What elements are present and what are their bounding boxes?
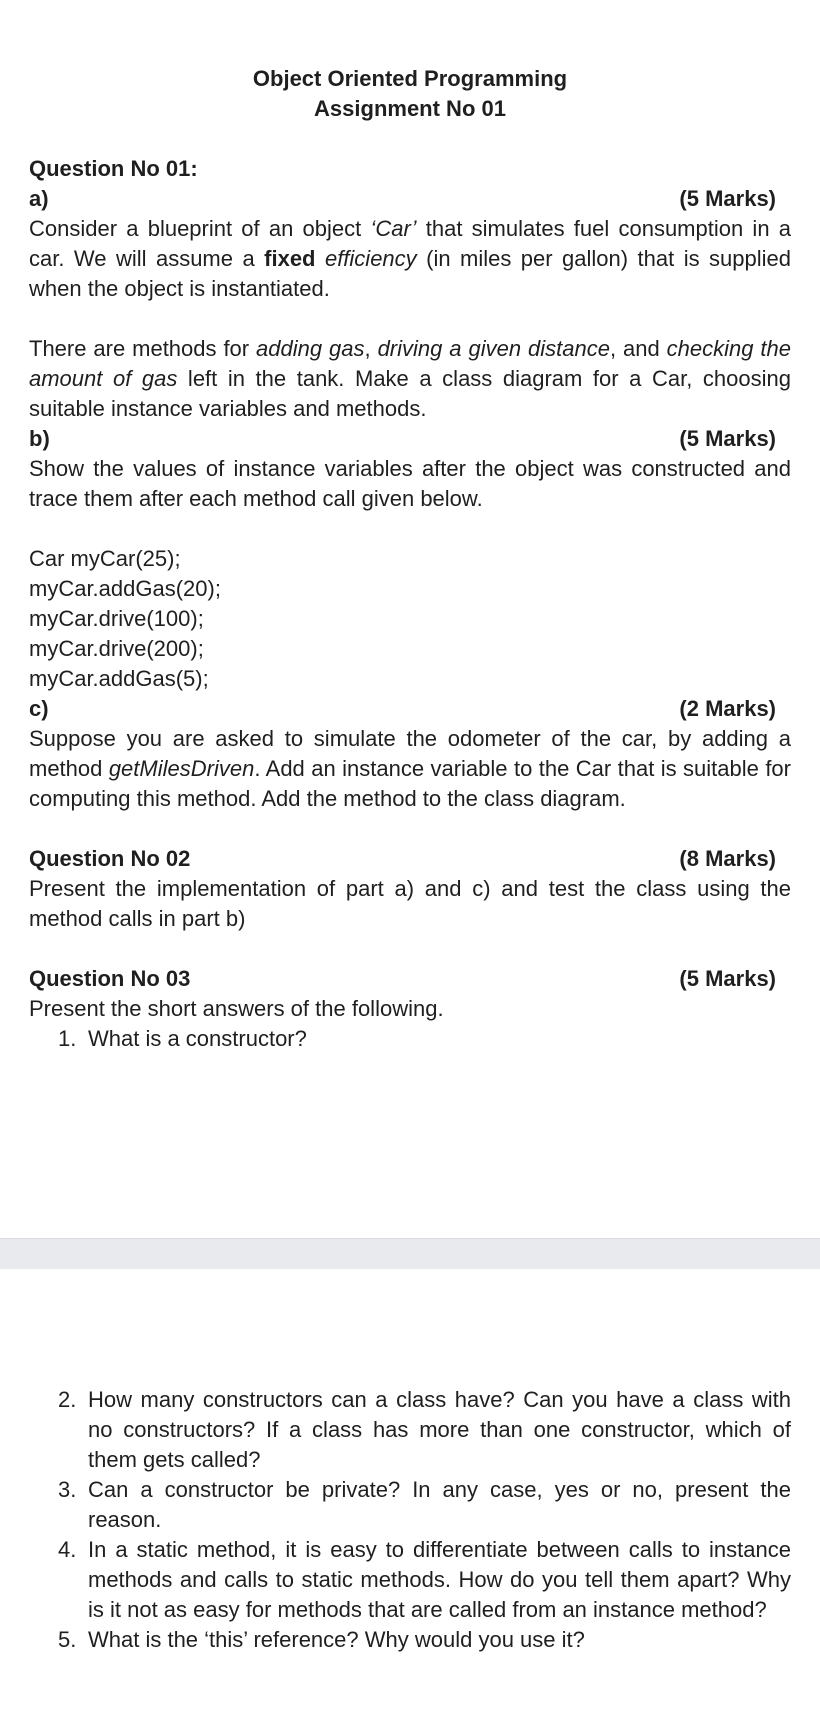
list-number: 4. bbox=[58, 1537, 77, 1562]
text-run: , and bbox=[609, 336, 667, 361]
blank-line bbox=[29, 814, 791, 844]
q1c-marks: (2 Marks) bbox=[679, 696, 776, 721]
text-run: (in miles per gallon) that is supplied when the object is instantiated. bbox=[29, 246, 791, 301]
question-2-paragraph: Present the implementation of part a) and c) and test the class using the method calls in part b) bbox=[29, 876, 791, 931]
document-page-2 bbox=[0, 1268, 820, 1726]
blank-line bbox=[29, 304, 791, 334]
q1a-marks: (5 Marks) bbox=[679, 186, 776, 211]
question-1-heading: Question No 01: bbox=[29, 156, 198, 181]
list-item-text: What is a constructor? bbox=[88, 1026, 307, 1051]
list-item-text: Can a constructor be private? In any case, yes or no, present the reason. bbox=[88, 1477, 791, 1532]
document-title: Object Oriented Programming bbox=[252, 66, 568, 91]
list-item bbox=[29, 1024, 791, 1054]
list-item bbox=[29, 1535, 791, 1625]
text-run: Suppose you are asked to simulate the odometer of the car, by adding a method bbox=[29, 726, 791, 781]
text-run-italic: efficiency bbox=[324, 246, 417, 271]
q1c-label: c) bbox=[29, 696, 49, 721]
document-subtitle: Assignment No 01 bbox=[314, 96, 506, 121]
question-3-intro: Present the short answers of the following. bbox=[29, 996, 444, 1021]
list-item bbox=[29, 1385, 791, 1475]
list-item-text: In a static method, it is easy to differentiate between calls to instance methods and calls to static methods. How do you tell them apart? Why is it not as easy for methods that are called from an instance method? bbox=[88, 1537, 791, 1622]
list-number: 2. bbox=[58, 1387, 77, 1412]
text-run: left in the tank. Make a class diagram for a Car, choosing suitable instance variables and methods. bbox=[29, 366, 791, 421]
q1a-header bbox=[29, 184, 791, 214]
q1b-marks: (5 Marks) bbox=[679, 426, 776, 451]
page-separator bbox=[0, 1238, 820, 1269]
list-number: 5. bbox=[58, 1627, 77, 1652]
question-3-list bbox=[29, 1024, 791, 1054]
q1c-paragraph bbox=[29, 724, 791, 814]
text-run: , bbox=[364, 336, 378, 361]
q1b-paragraph: Show the values of instance variables after the object was constructed and trace them after each method call given below. bbox=[29, 456, 791, 511]
text-run-italic: checking the amount of gas bbox=[29, 336, 791, 391]
q1b-header bbox=[29, 424, 791, 454]
text-run-italic: ‘Car’ bbox=[370, 216, 417, 241]
q1b-label: b) bbox=[29, 426, 50, 451]
q1c-header bbox=[29, 694, 791, 724]
text-run-italic: adding gas bbox=[256, 336, 365, 361]
text-run: . Add an instance variable to the Car that is suitable for computing this method. Add the method to the class diagram. bbox=[29, 756, 791, 811]
list-number: 1. bbox=[58, 1026, 77, 1051]
page-1-content bbox=[29, 64, 791, 1054]
list-item bbox=[29, 1475, 791, 1535]
code-line: Car myCar(25); bbox=[29, 546, 181, 571]
blank-line bbox=[29, 934, 791, 964]
q1a-label: a) bbox=[29, 186, 49, 211]
list-item-text: How many constructors can a class have? Can you have a class with no constructors? If a class has more than one constructor, which of them gets called? bbox=[88, 1387, 791, 1472]
list-item bbox=[29, 1625, 791, 1655]
question-3-marks: (5 Marks) bbox=[679, 966, 776, 991]
code-block bbox=[29, 544, 791, 694]
blank-line bbox=[29, 514, 791, 544]
text-run-bold: fixed bbox=[264, 246, 316, 271]
code-line: myCar.addGas(5); bbox=[29, 666, 209, 691]
text-run bbox=[316, 246, 325, 271]
list-item-text: What is the ‘this’ reference? Why would you use it? bbox=[88, 1627, 585, 1652]
text-run: There are methods for bbox=[29, 336, 257, 361]
q1a-paragraph-2 bbox=[29, 334, 791, 424]
page-2-content bbox=[29, 1385, 791, 1655]
code-line: myCar.drive(100); bbox=[29, 606, 204, 631]
question-2-header bbox=[29, 844, 791, 874]
q1a-paragraph-1 bbox=[29, 214, 791, 304]
question-2-marks: (8 Marks) bbox=[679, 846, 776, 871]
question-3-list-continued bbox=[29, 1385, 791, 1655]
text-run-italic: driving a given distance bbox=[377, 336, 610, 361]
text-run: Consider a blueprint of an object bbox=[29, 216, 371, 241]
text-run: that simulates fuel consumption in a car. We will assume a bbox=[29, 216, 791, 271]
code-line: myCar.drive(200); bbox=[29, 636, 204, 661]
question-3-heading: Question No 03 bbox=[29, 966, 191, 991]
list-number: 3. bbox=[58, 1477, 77, 1502]
question-2-heading: Question No 02 bbox=[29, 846, 191, 871]
question-3-header bbox=[29, 964, 791, 994]
code-line: myCar.addGas(20); bbox=[29, 576, 221, 601]
text-run-italic: getMilesDriven bbox=[108, 756, 255, 781]
